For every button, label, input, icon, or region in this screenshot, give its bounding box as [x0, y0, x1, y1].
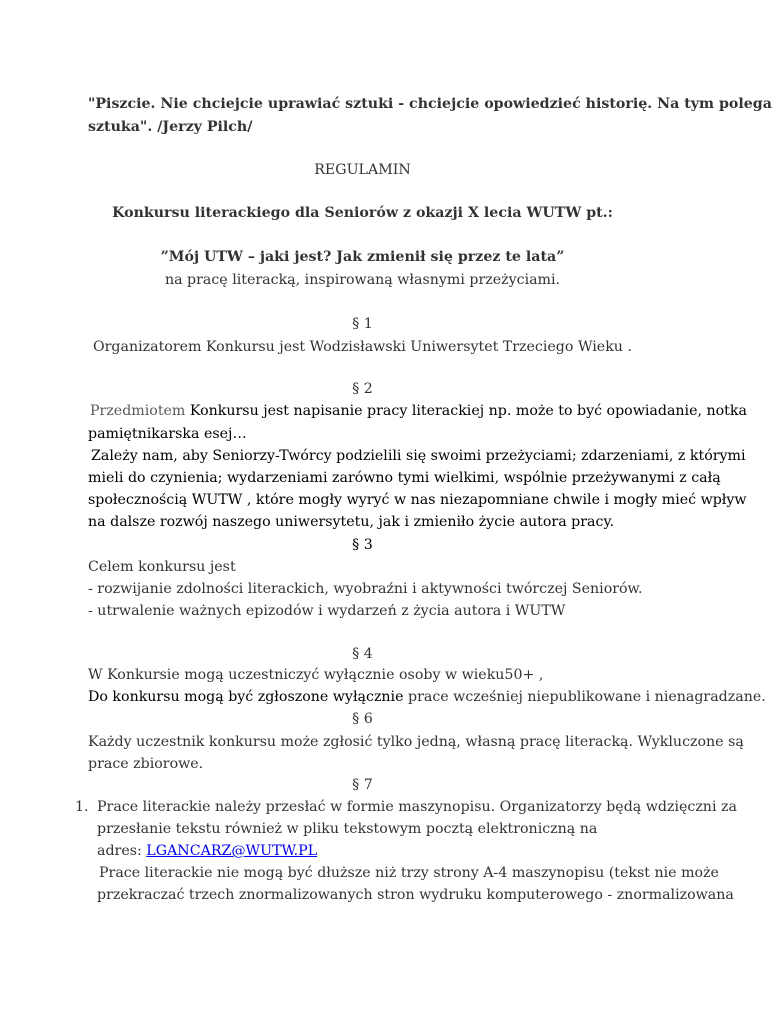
section-1-number: § 1	[352, 316, 373, 332]
section-7-line-2: przesłanie tekstu również w pliku tekstowym pocztą elektroniczną na	[97, 821, 598, 837]
section-2-line-3: Zależy nam, aby Seniorzy-Twórcy podzielili się swoimi przeżyciami; zdarzeniami, z którymi	[91, 448, 746, 464]
section-2-line-6: na dalsze rozwój naszego uniwersytetu, jak i zmieniło życie autora pracy.	[88, 514, 615, 530]
contest-subtitle: Konkursu literackiego dla Seniorów z okazji X lecia WUTW pt.:	[112, 205, 613, 221]
section-3-line-2: - rozwijanie zdolności literackich, wyobraźni i aktywności twórczej Seniorów.	[88, 581, 643, 597]
section-6-line-1: Każdy uczestnik konkursu może zgłosić tylko jedną, własną pracę literacką. Wykluczone są	[88, 734, 744, 750]
section-3-line-1: Celem konkursu jest	[88, 559, 236, 575]
address-label: adres:	[97, 843, 147, 859]
section-2-line-1	[90, 401, 747, 421]
section-7-line-1: Prace literackie należy przesłać w formie maszynopisu. Organizatorzy będą wdzięczni za	[97, 799, 737, 815]
section-3-line-3: - utrwalenie ważnych epizodów i wydarzeń z życia autora i WUTW	[88, 603, 566, 619]
section-7-number: § 7	[352, 777, 373, 793]
section-6-line-2: prace zbiorowe.	[88, 756, 204, 772]
quote-line-2: sztuka". /Jerzy Pilch/	[88, 119, 253, 135]
section-4-line-2-lead: Do konkursu mogą być zgłoszone wyłącznie	[88, 689, 404, 705]
contest-subtitle-2: na pracę literacką, inspirowaną własnymi przeżyciami.	[164, 272, 561, 288]
section-4-line-1: W Konkursie mogą uczestniczyć wyłącznie osoby w wieku50+ ,	[88, 667, 544, 683]
section-4-number: § 4	[352, 646, 373, 662]
section-7-line-5: przekraczać trzech znormalizowanych stron wydruku komputerowego - znormalizowana	[97, 887, 734, 903]
section-2-number: § 2	[352, 381, 373, 397]
section-4-line-2-rest: prace wcześniej niepublikowane i nienagradzane.	[403, 689, 766, 705]
contest-title: ”Mój UTW – jaki jest? Jak zmienił się przez te lata”	[160, 249, 565, 265]
section-3-number: § 3	[352, 537, 373, 553]
section-7-line-3	[97, 841, 317, 861]
email-link[interactable]: LGANCARZ@WUTW.PL	[146, 843, 318, 859]
section-7-line-4: Prace literackie nie mogą być dłuższe niż trzy strony A-4 maszynopisu (tekst nie może	[99, 865, 719, 881]
section-2-line-5: społecznością WUTW , które mogły wyryć w nas niezapomniane chwile i mogły mieć wpływ	[88, 492, 747, 508]
quote-line-1: "Piszcie. Nie chciejcie uprawiać sztuki - chciejcie opowiedzieć historię. Na tym polega	[88, 96, 772, 112]
section-2-line-1-lead: Przedmiotem	[90, 403, 186, 419]
section-2-line-1-rest: Konkursu jest napisanie pracy literackiej np. może to być opowiadanie, notka	[185, 403, 747, 419]
section-4-line-2	[88, 687, 766, 707]
section-2-line-2: pamiętnikarska esej…	[88, 426, 247, 442]
list-marker-1: 1.	[75, 799, 89, 815]
section-2-line-4: mieli do czynienia; wydarzeniami zarówno tymi wielkimi, wspólnie przeżywanymi z całą	[88, 470, 721, 486]
regulamin-heading: REGULAMIN	[314, 162, 411, 178]
section-1-text: Organizatorem Konkursu jest Wodzisławski Uniwersytet Trzeciego Wieku .	[93, 339, 632, 355]
section-6-number: § 6	[352, 711, 373, 727]
